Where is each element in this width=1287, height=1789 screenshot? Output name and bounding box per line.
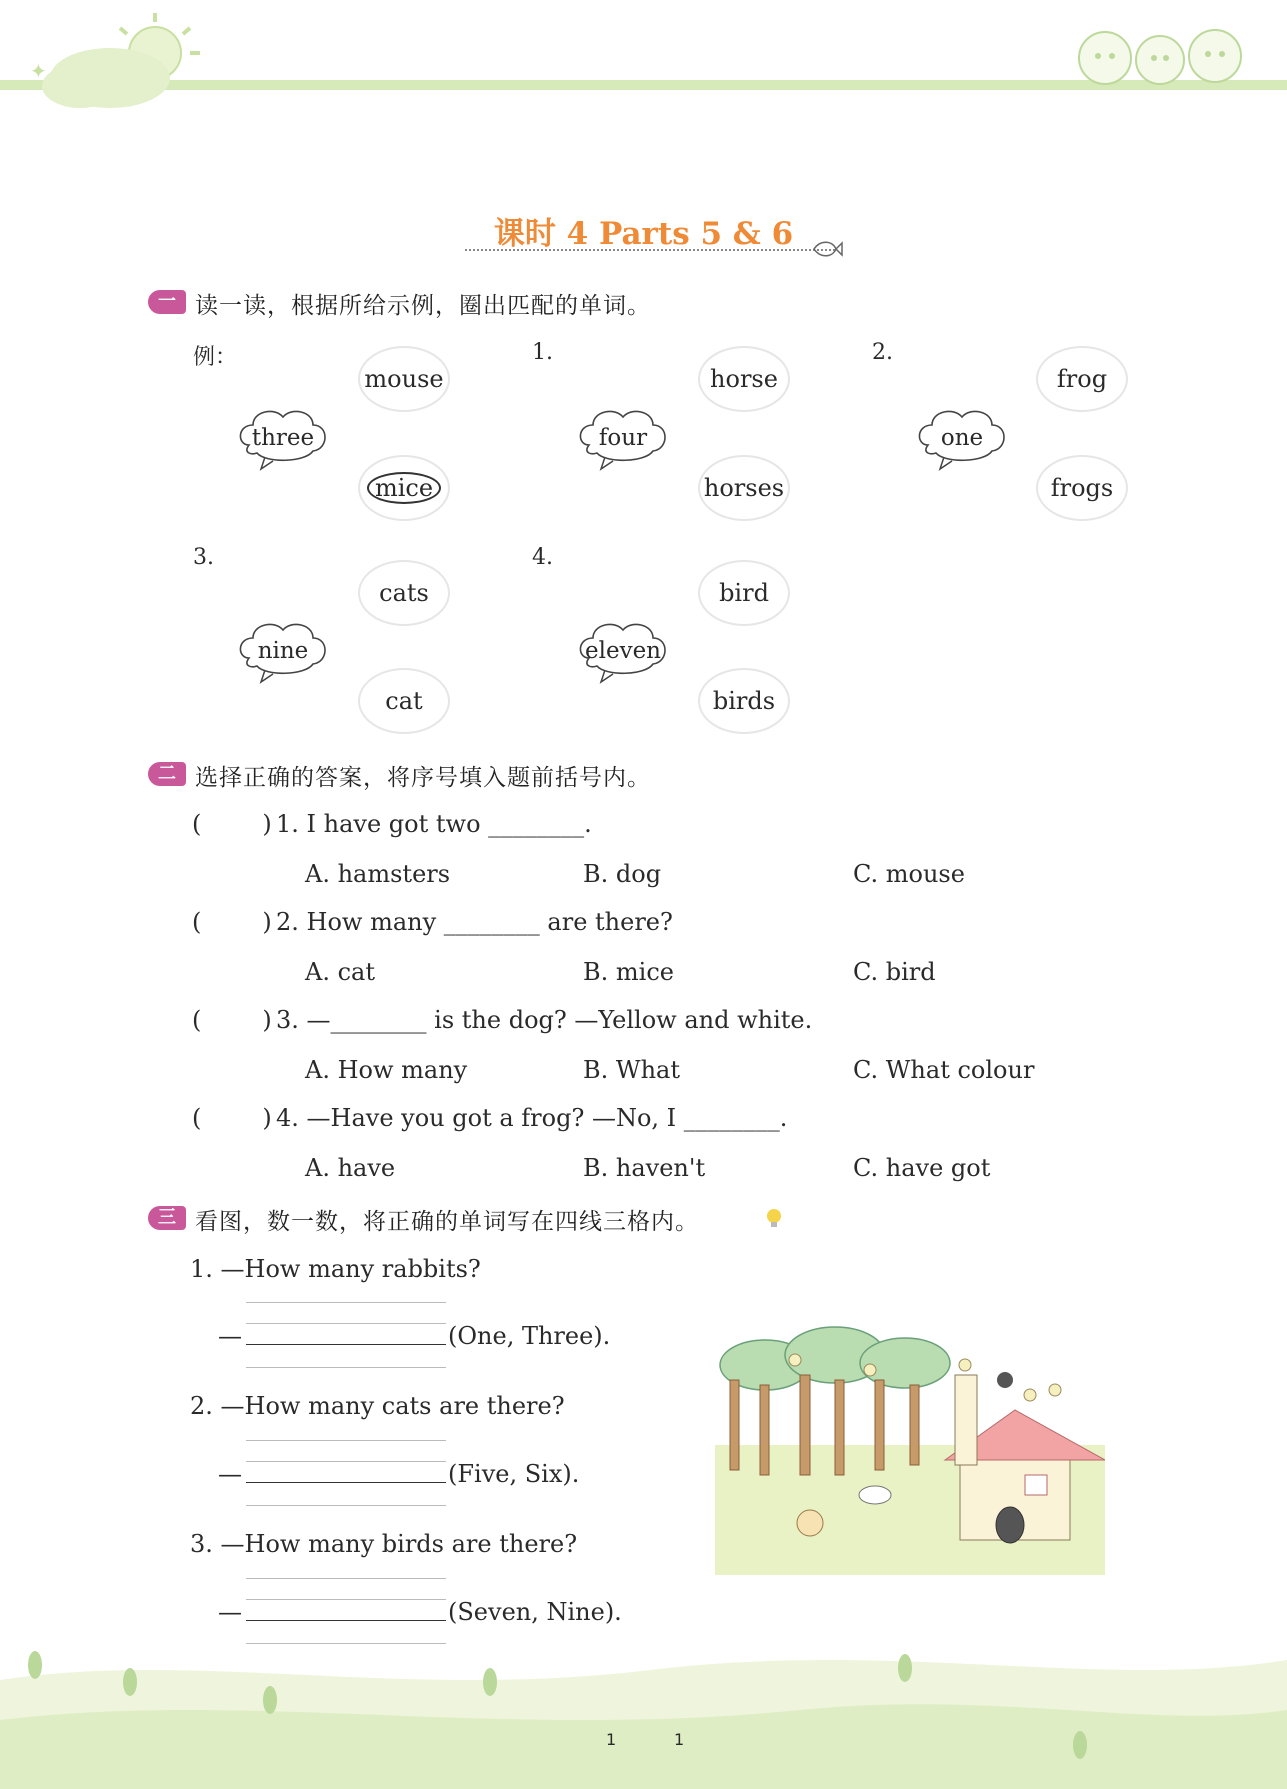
animal-faces-icon [1060, 20, 1260, 90]
option-a[interactable]: A. How many [305, 1056, 468, 1084]
word-option-top[interactable] [698, 560, 790, 626]
word-option-top[interactable] [698, 346, 790, 412]
answer-paren[interactable]: ( ) [192, 1104, 272, 1132]
item-label-1: 1. [532, 340, 553, 365]
option-b[interactable]: B. mice [583, 958, 674, 986]
writing-grid[interactable] [246, 1578, 446, 1644]
word-option-top[interactable] [358, 560, 450, 626]
item-label-2: 2. [872, 340, 893, 365]
word-text: cat [385, 687, 423, 715]
answer-paren[interactable]: ( ) [192, 1006, 272, 1034]
section3-badge: 三 [148, 1206, 186, 1230]
option-b[interactable]: B. haven't [583, 1154, 706, 1182]
word-option-bottom[interactable] [698, 668, 790, 734]
cue-word: one [940, 425, 984, 451]
cue-cloud [575, 405, 671, 471]
option-a[interactable]: A. have [305, 1154, 396, 1182]
lesson-title: 课时 4 Parts 5 & 6 [493, 216, 794, 252]
example-label: 例： [193, 345, 238, 370]
word-text: frogs [1050, 474, 1114, 502]
writing-grid[interactable] [246, 1302, 446, 1368]
title-underline [465, 249, 835, 251]
word-text: bird [719, 579, 769, 607]
word-text: mouse [364, 365, 444, 393]
section1-instruction: 读一读，根据所给示例，圈出匹配的单词。 [195, 293, 651, 319]
svg-text:✦: ✦ [30, 59, 47, 83]
count-question: 2. —How many cats are there? [190, 1392, 565, 1420]
garden-illustration [715, 1325, 1105, 1575]
answer-dash: — [218, 1598, 242, 1626]
word-option-bottom[interactable] [1036, 455, 1128, 521]
cue-word: four [598, 425, 648, 451]
lightbulb-icon [762, 1206, 786, 1230]
section3-instruction: 看图，数一数，将正确的单词写在四线三格内。 [195, 1209, 699, 1235]
word-choices: (Seven, Nine). [448, 1598, 622, 1626]
cue-word: eleven [585, 638, 661, 664]
page-number: 1 [674, 1730, 685, 1749]
section2-badge: 二 [148, 762, 186, 786]
word-choices: (One, Three). [448, 1322, 611, 1350]
item-label-3: 3. [193, 545, 214, 570]
option-c[interactable]: C. mouse [853, 860, 965, 888]
cue-cloud [914, 405, 1010, 471]
question-stem: 4. —Have you got a frog? —No, I ________. [276, 1104, 788, 1132]
word-option-top[interactable] [358, 346, 450, 412]
fish-icon [810, 238, 844, 260]
item-label-4: 4. [532, 545, 553, 570]
writing-grid[interactable] [246, 1440, 446, 1506]
answer-dash: — [218, 1322, 242, 1350]
option-c[interactable]: C. bird [853, 958, 936, 986]
section2-instruction: 选择正确的答案，将序号填入题前括号内。 [195, 765, 651, 791]
word-text: frog [1056, 365, 1108, 393]
word-option-top[interactable] [1036, 346, 1128, 412]
bottom-hills [0, 1640, 1287, 1789]
word-text: horses [703, 474, 785, 502]
question-stem: 2. How many ________ are there? [276, 908, 673, 936]
option-c[interactable]: C. What colour [853, 1056, 1035, 1084]
cue-word: nine [257, 638, 309, 664]
cue-cloud [235, 618, 331, 684]
page-number: 1 [606, 1730, 617, 1749]
answer-paren[interactable]: ( ) [192, 908, 272, 936]
sun-cloud-icon [20, 8, 210, 118]
word-text: horse [710, 365, 778, 393]
section1-badge: 一 [148, 290, 186, 314]
word-option-bottom[interactable] [698, 455, 790, 521]
count-question: 1. —How many rabbits? [190, 1255, 481, 1283]
option-b[interactable]: B. dog [583, 860, 662, 888]
cue-cloud [235, 405, 331, 471]
question-stem: 3. —________ is the dog? —Yellow and white. [276, 1006, 813, 1034]
answer-dash: — [218, 1460, 242, 1488]
word-text: birds [712, 687, 776, 715]
question-stem: 1. I have got two ________. [276, 810, 592, 838]
word-text: cats [379, 579, 429, 607]
option-a[interactable]: A. cat [305, 958, 375, 986]
word-option-bottom[interactable] [358, 455, 450, 521]
cue-word: three [251, 425, 315, 451]
option-a[interactable]: A. hamsters [305, 860, 451, 888]
count-question: 3. —How many birds are there? [190, 1530, 578, 1558]
cue-cloud [575, 618, 671, 684]
word-option-bottom[interactable] [358, 668, 450, 734]
word-choices: (Five, Six). [448, 1460, 580, 1488]
word-text-circled: mice [367, 472, 441, 504]
answer-paren[interactable]: ( ) [192, 810, 272, 838]
option-b[interactable]: B. What [583, 1056, 680, 1084]
option-c[interactable]: C. have got [853, 1154, 991, 1182]
